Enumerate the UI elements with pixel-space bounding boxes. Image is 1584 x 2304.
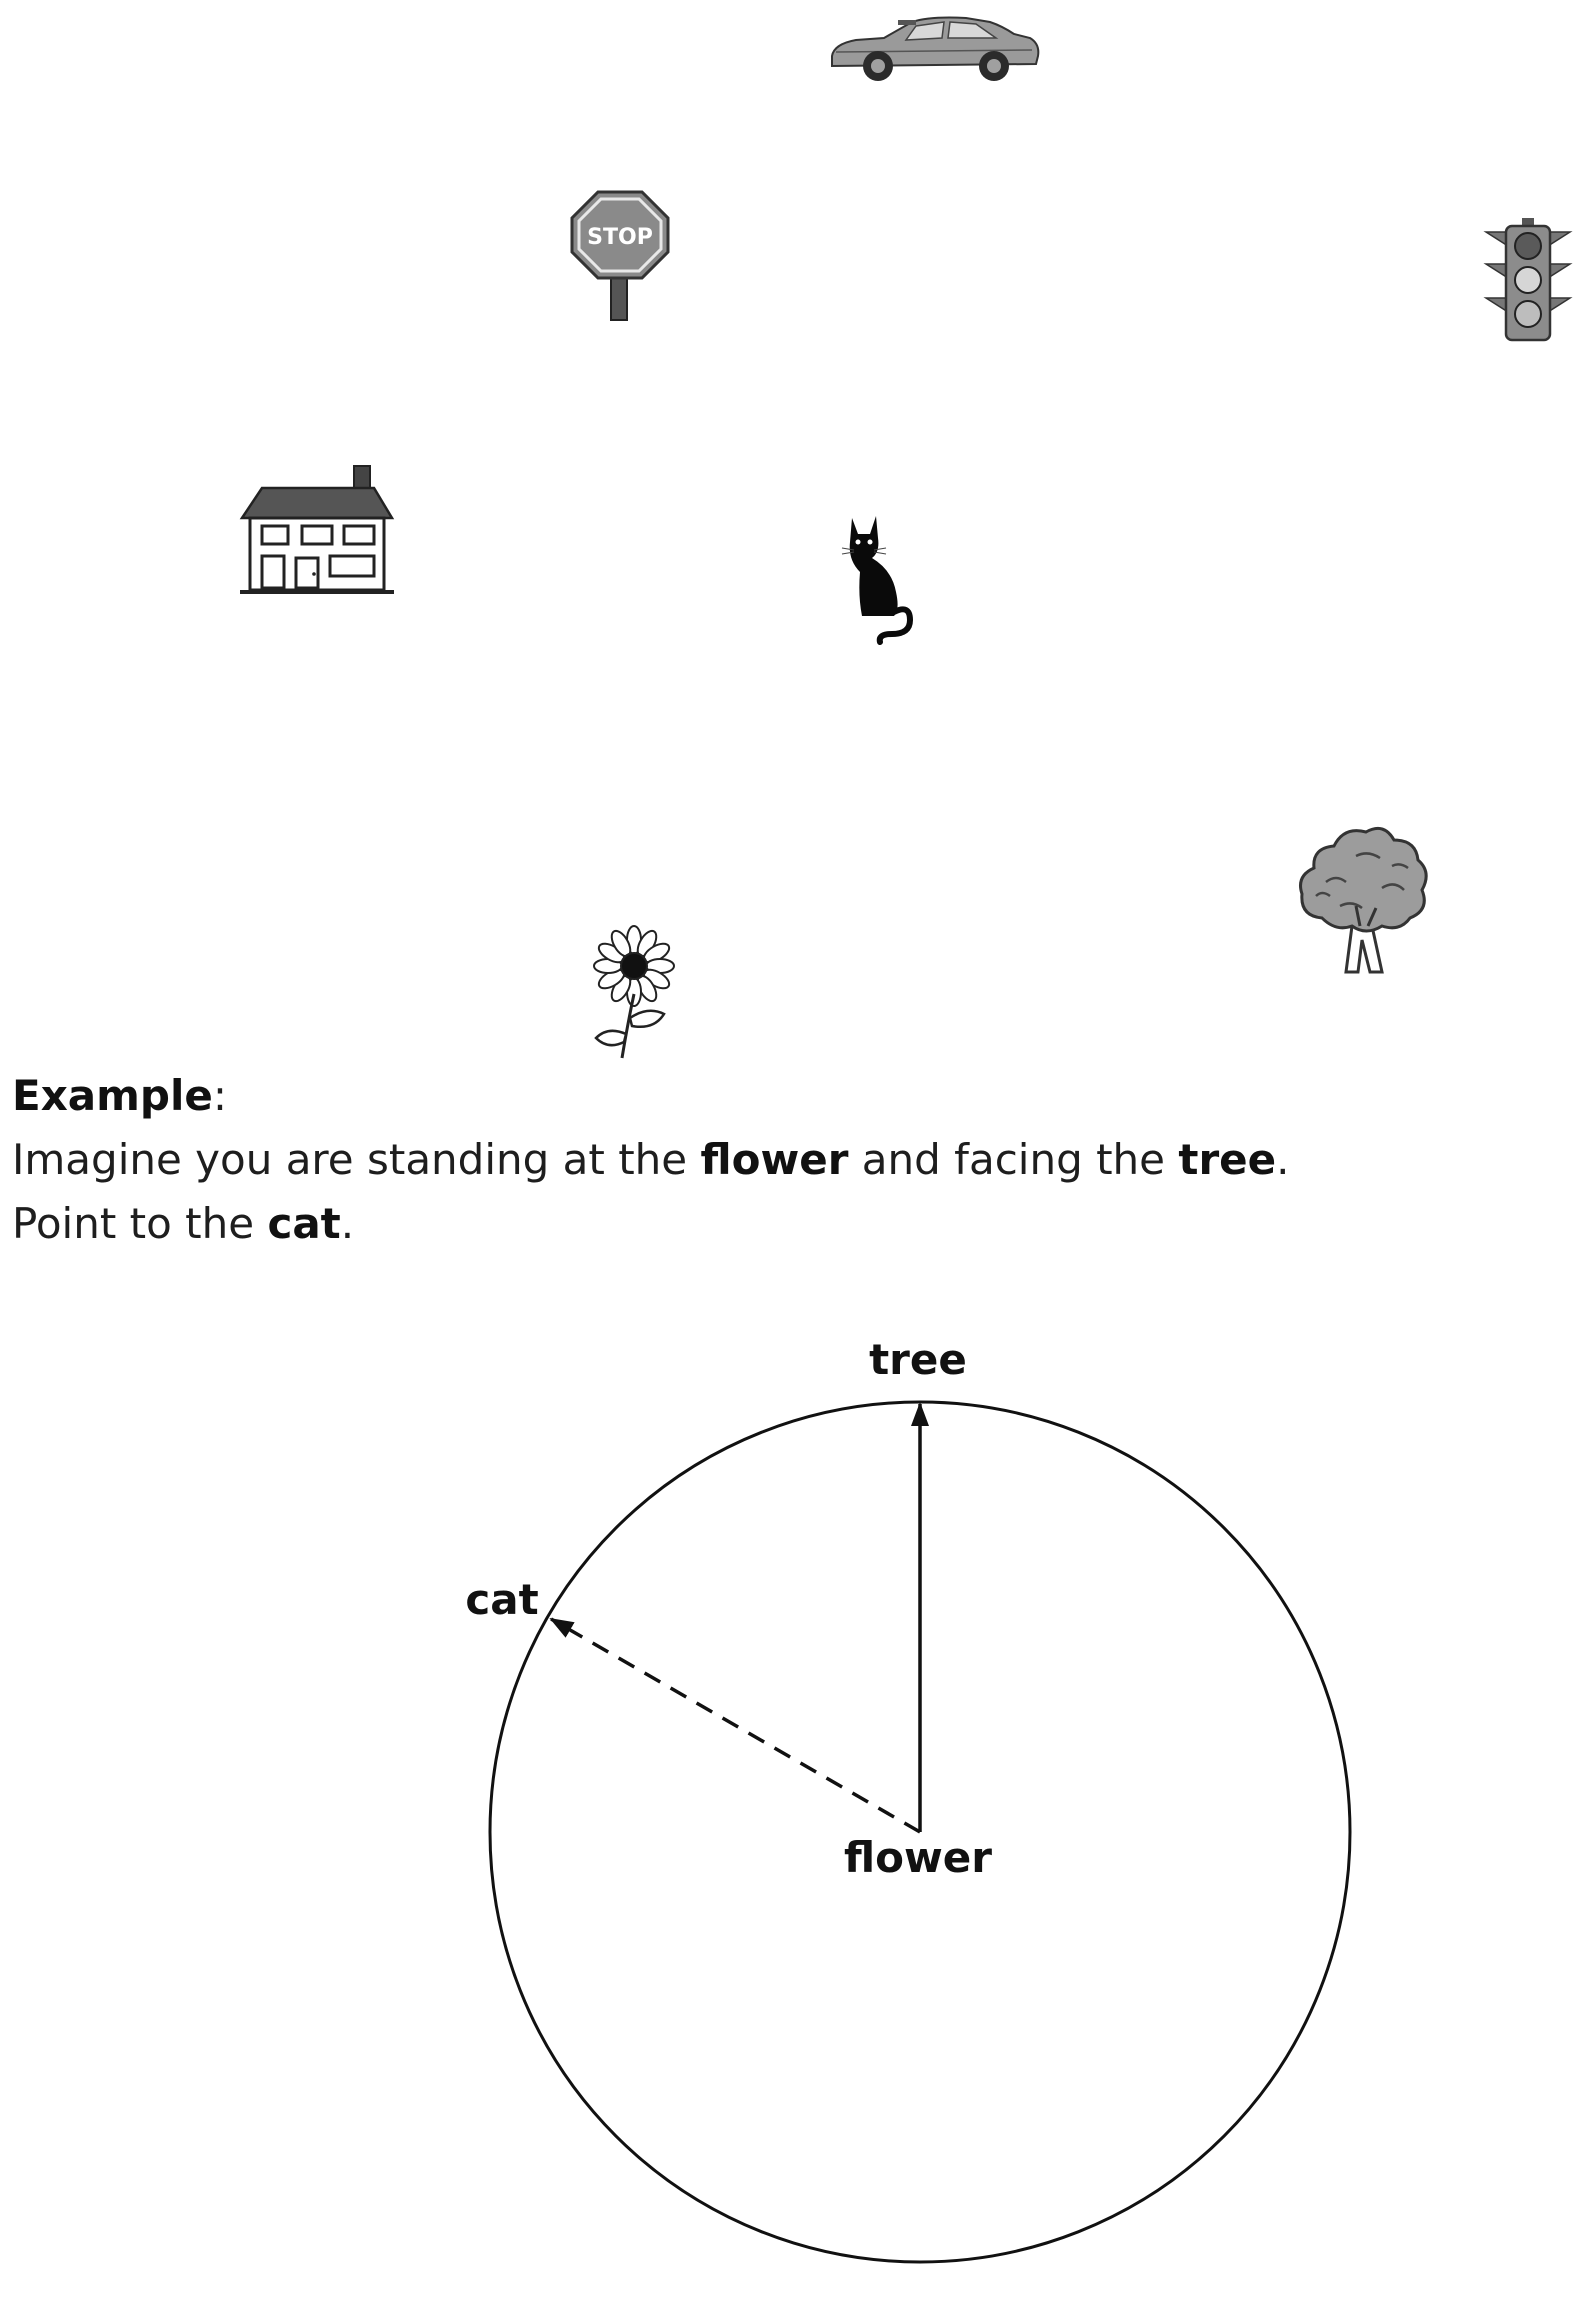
flower-icon (588, 922, 678, 1060)
traffic-light-icon (1482, 218, 1574, 342)
stop-sign-icon (568, 188, 672, 322)
stop-sign-text: STOP (587, 225, 653, 250)
cat-icon (838, 512, 926, 646)
instruction-line-2-part-1: Point to the (12, 1199, 268, 1248)
instruction-line-2-cat: cat (267, 1199, 341, 1248)
instructions (12, 1064, 1552, 1256)
car-icon (826, 10, 1042, 86)
instruction-line-2-end: . (340, 1199, 355, 1248)
instruction-line-1-part-2: and facing the (848, 1135, 1179, 1184)
instruction-line-1 (12, 1128, 1552, 1192)
center-label: flower (844, 1833, 992, 1882)
instruction-line-1-flower: flower (700, 1135, 849, 1184)
compass-diagram (0, 1320, 1584, 2304)
example-heading-line (12, 1064, 1552, 1128)
house-icon (240, 462, 394, 598)
instruction-line-1-tree: tree (1178, 1135, 1277, 1184)
instruction-line-1-end: . (1276, 1135, 1290, 1184)
example-heading: Example (12, 1071, 213, 1120)
target-arrow (551, 1619, 920, 1832)
instruction-line-2 (12, 1192, 1552, 1256)
target-label: cat (465, 1575, 539, 1624)
instruction-line-1-part-1: Imagine you are standing at the (12, 1135, 701, 1184)
tree-icon (1296, 822, 1432, 974)
example-heading-suffix: : (212, 1071, 227, 1120)
facing-label: tree (869, 1335, 967, 1384)
